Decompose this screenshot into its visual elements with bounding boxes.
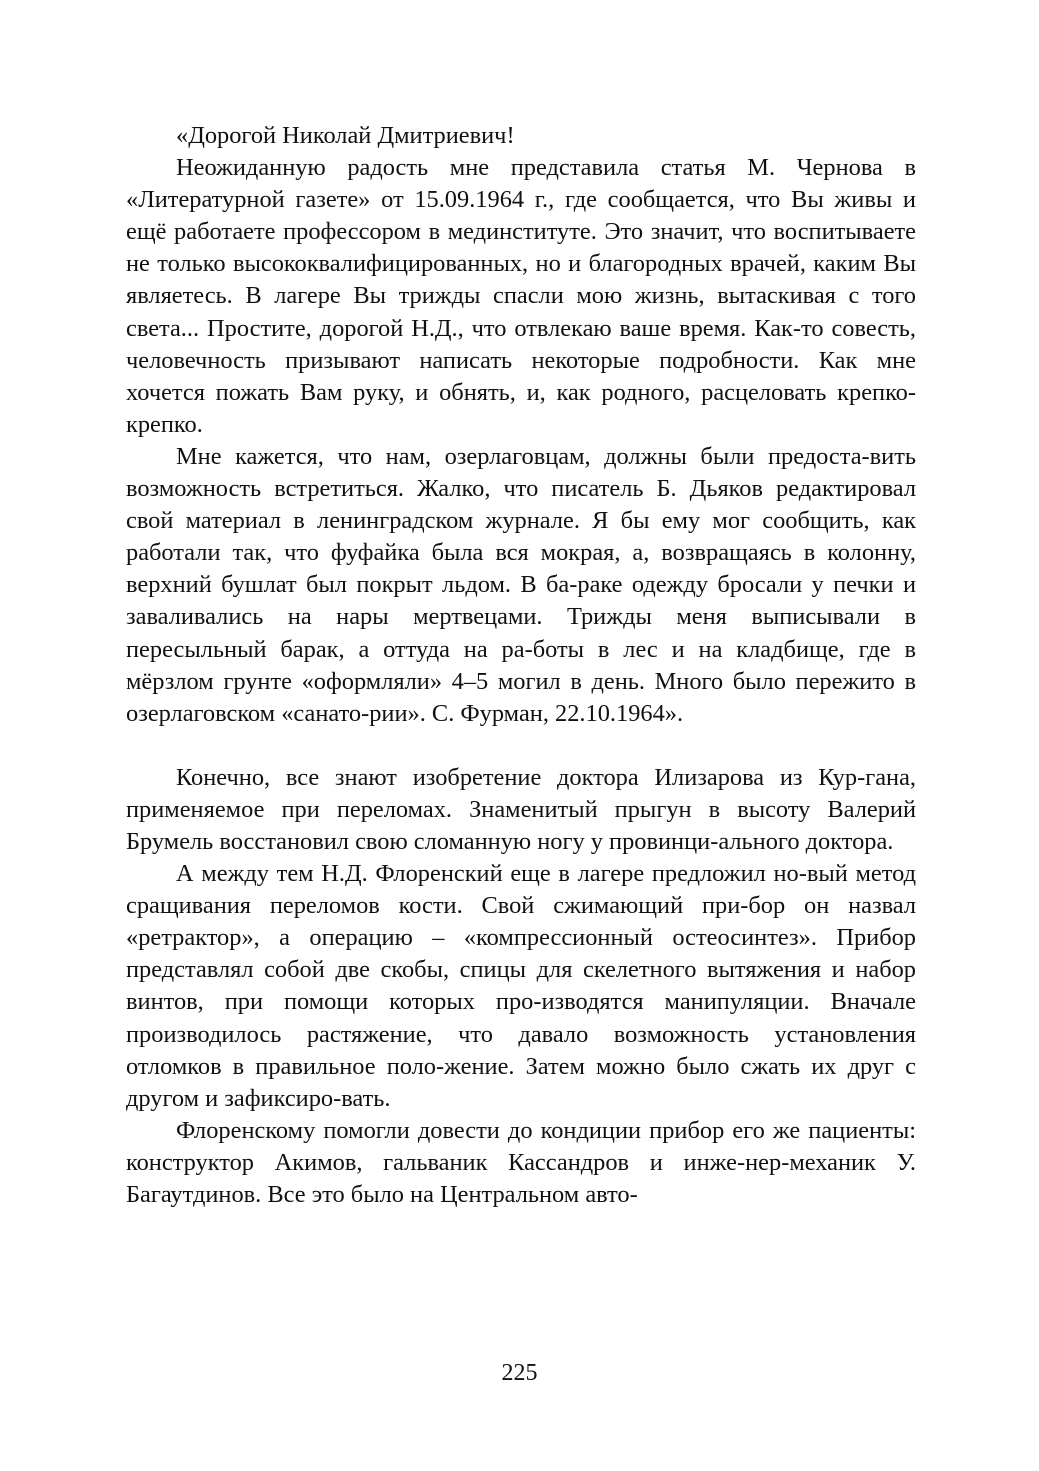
letter-paragraph: Неожиданную радость мне представила статья М. Чернова в «Литературной газете» от 15.09.1964 г., где сообщается, что Вы живы и ещё работаете профессором в мединституте. Это значит, что воспитываете не только высококвалифицированных, но и благородных врачей, каким Вы являетесь. В лагере Вы трижды спасли мою жизнь, вытаскивая с того света... Простите, дорогой Н.Д., что отвлекаю ваше время. Как-то совесть, человечность призывают написать некоторые подробности. Как мне хочется пожать Вам руку, и обнять, и, как родного, расцеловать крепко-крепко. xyxy=(126,154,916,438)
letter-paragraph: Мне кажется, что нам, озерлаговцам, должны были предоста-вить возможность встретиться. Жалко, что писатель Б. Дьяков редактировал свой материал в ленинградском журнале. Я бы ему мог сообщить, как работали так, что фуфайка была вся мокрая, а, возвращаясь в колонну, верхний бушлат был покрыт льдом. В ба-раке одежду бросали у печки и заваливались на нары мертвецами. Трижды меня выписывали в пересыльный барак, а оттуда на ра-боты в лес и на кладбище, где в мёрзлом грунте «оформляли» 4–5 могил в день. Много было пережито в озерлаговском «санато-рии». С. Фурман, 22.10.1964». xyxy=(126,442,916,727)
section-gap xyxy=(126,730,916,762)
letter-greeting: «Дорогой Николай Дмитриевич! xyxy=(176,122,515,149)
page-text xyxy=(126,120,916,1211)
body-paragraph: А между тем Н.Д. Флоренский еще в лагере предложил но-вый метод сращивания переломов кости. Свой сжимающий при-бор он назвал «ретрактор», а операцию – «компрессионный остеосинтез». Прибор представлял собой две скобы, спицы для скелетного вытяжения и набор винтов, при помощи которых про-изводятся манипуляции. Вначале производилось растяжение, что давало возможность установления отломков в правильное поло-жение. Затем можно было сжать их друг с другом и зафиксиро-вать. xyxy=(126,860,916,1112)
body-paragraph: Флоренскому помогли довести до кондиции прибор его же пациенты: конструктор Акимов, гальваник Кассандров и инже-нер-механик У. Багаутдинов. Все это было на Центральном авто- xyxy=(126,1116,916,1208)
body-paragraph: Конечно, все знают изобретение доктора Илизарова из Кур-гана, применяемое при переломах. Знаменитый прыгун в высоту Валерий Брумель восстановил свою сломанную ногу у провинци-ального доктора. xyxy=(126,763,916,855)
page-number: 225 xyxy=(501,1360,538,1386)
